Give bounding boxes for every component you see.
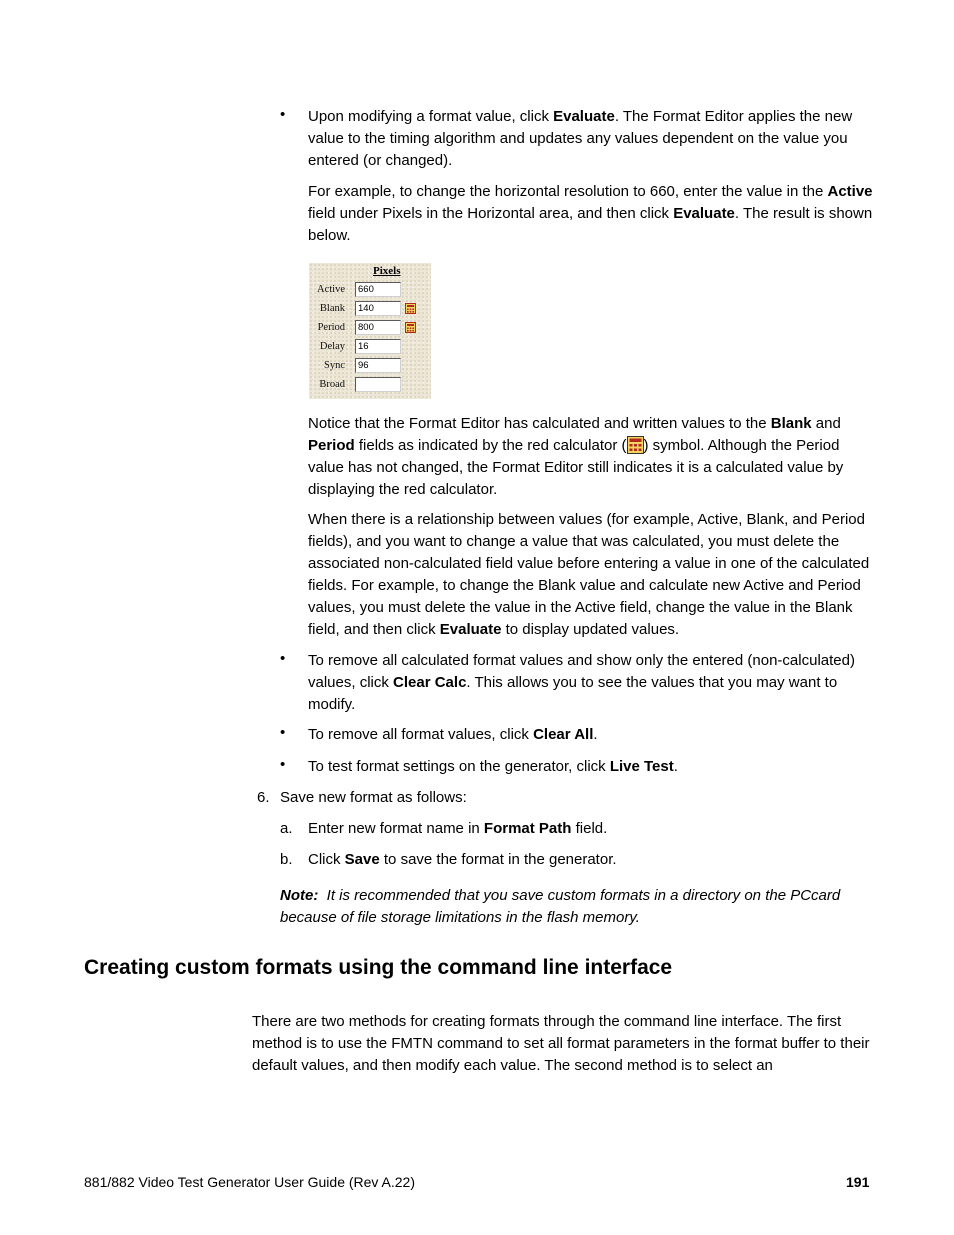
- pixels-title: Pixels: [373, 265, 401, 277]
- active-input[interactable]: 660: [355, 282, 401, 297]
- pixels-row-blank: [309, 301, 431, 317]
- step-text: Save new format as follows:: [280, 789, 467, 806]
- substep-b: Click Save to save the format in the generator.: [308, 851, 617, 868]
- pixels-row-delay: [309, 339, 431, 355]
- broad-input[interactable]: [355, 377, 401, 392]
- livetest-paragraph: To test format settings on the generator, click Live Test.: [308, 758, 678, 775]
- pixels-panel-image: [309, 263, 431, 399]
- step-number: 6.: [257, 789, 270, 806]
- notice-paragraph: Notice that the Format Editor has calculated and written values to the Blank and Period fields as indicated by the red calculator ( ) symbol. Although the Period value has not changed, the Format Editor still indicates it is a calculated value by displaying the red calculator.: [308, 415, 844, 498]
- bullet: •: [280, 106, 286, 123]
- example-paragraph: For example, to change the horizontal resolution to 660, enter the value in the Active field under Pixels in the Horizontal area, and then click Evaluate. The result is shown below.: [308, 183, 873, 244]
- page-number: 191: [846, 1174, 870, 1190]
- pixels-label: Blank: [319, 303, 345, 314]
- pixels-row-sync: [309, 358, 431, 374]
- clearcalc-paragraph: To remove all calculated format values and show only the entered (non-calculated) values, click Clear Calc. This allows you to see the values that you may want to modify.: [308, 652, 855, 713]
- note: Note: It is recommended that you save custom formats in a directory on the PCcard because of file storage limitations in the flash memory.: [280, 887, 841, 926]
- bullet: •: [280, 724, 286, 741]
- calculator-icon: [627, 436, 644, 454]
- calculator-icon: [405, 322, 416, 333]
- pixels-label: Broad: [319, 379, 345, 390]
- substep-label: b.: [280, 851, 293, 868]
- pixels-label: Delay: [319, 341, 345, 352]
- blank-input[interactable]: 140: [355, 301, 401, 316]
- pixels-row-broad: [309, 377, 431, 393]
- evaluate-paragraph: Upon modifying a format value, click Evaluate. The Format Editor applies the new value to the timing algorithm and updates any values dependent on the value you entered (or changed).: [308, 108, 853, 169]
- substep-label: a.: [280, 820, 293, 837]
- pixels-label: Sync: [324, 360, 345, 371]
- pixels-label: Period: [317, 322, 345, 333]
- section-heading: Creating custom formats using the command line interface: [84, 956, 673, 979]
- calculator-icon: [405, 303, 416, 314]
- bullet: •: [280, 650, 286, 667]
- relationship-paragraph: When there is a relationship between values (for example, Active, Blank, and Period fields), and you want to change a value that was calculated, you must delete the associated non-calculated field value before entering a value in one of the calculated fields. For example, to change the Blank value and calculate new Active and Period values, you must delete the value in the Active field, change the value in the Blank field, and then click Evaluate to display updated values.: [308, 511, 870, 638]
- sync-input[interactable]: 96: [355, 358, 401, 373]
- note-label: Note:: [280, 887, 319, 904]
- period-input[interactable]: 800: [355, 320, 401, 335]
- intro-paragraph: There are two methods for creating formats through the command line interface. The first method is to use the FMTN command to set all format parameters in the format buffer to their default values, and then modify each value. The second method is to select an: [252, 1013, 870, 1074]
- bullet: •: [280, 756, 286, 773]
- pixels-row-period: [309, 320, 431, 336]
- delay-input[interactable]: 16: [355, 339, 401, 354]
- pixels-row-active: [309, 282, 431, 298]
- footer-title: 881/882 Video Test Generator User Guide (Rev A.22): [84, 1174, 416, 1190]
- clearall-paragraph: To remove all format values, click Clear All.: [308, 726, 598, 743]
- substep-a: Enter new format name in Format Path field.: [308, 820, 608, 837]
- pixels-label: Active: [317, 284, 345, 295]
